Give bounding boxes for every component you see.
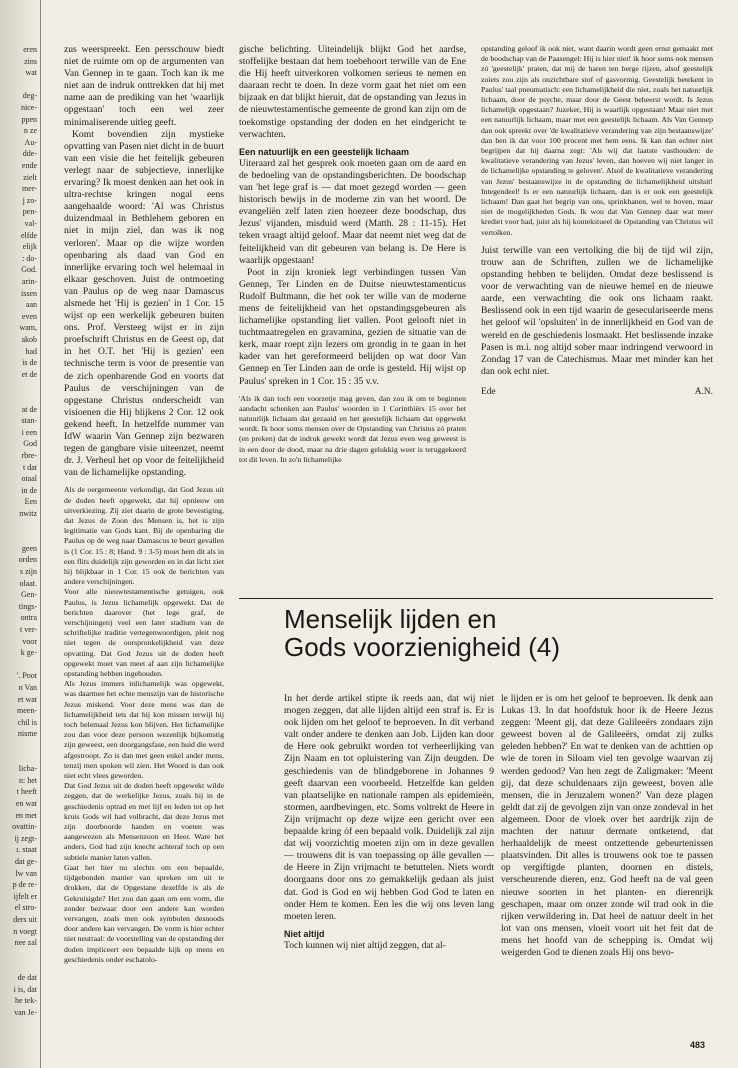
gutter-text-fragment: had [25, 346, 37, 356]
article-headline [284, 605, 714, 661]
gutter-text-fragment: God. [21, 265, 37, 275]
gutter-text-fragment: ı. staat [16, 845, 37, 855]
subheading: Een natuurlijk en een geestelijk lichaam [239, 146, 410, 157]
article2-paragraph: Toch kunnen wij niet altijd zeggen, dat al- [284, 939, 446, 951]
gutter-text-fragment: ij zegt- [14, 833, 37, 843]
gutter-text-fragment: k ge- [20, 648, 37, 658]
article2-paragraph: In het derde artikel stipte ik reeds aan, dat wij niet mogen zeggen, dat alle lijden altijd een straf is. Er is ook lijden om het geloof te beproeven. In dit verband valt onder andere te denken aan Job. Lijden kan door de Here ook gebruikt worden tot verheerlijking van Zijn Naam en tot opluistering van Zijn deugden. De geschiedenis van de blindgeborene in Johannes 9 geeft daarvan een voorbeeld. Hetzelfde kan gelden van plaatselijke en nationale rampen als epidemieën, stormen, aardbevingen, etc. Soms voltrekt de Heere in Zijn vrijmacht op deze wijze een gericht over een bepaalde kring óf een bepaald volk. Duidelijk zal zijn dat wij voorzichtig moeten zijn om in deze gevallen — trouwens dit is van toepassing op álle gevallen — de Heere in Zijn vrijmacht te betuttelen. Niets wordt doorgaans door ons zo gemakkelijk gedaan als juist dat. God is God en wij hebben God God te laten en onder Hem te komen. Een les die wij ons leven lang moeten leren. [284, 693, 494, 922]
previous-page-edge [0, 0, 41, 1068]
gutter-text-fragment: i een [21, 427, 37, 437]
signature-initials: A.N. [694, 386, 713, 397]
gutter-text-fragment: j zo- [22, 195, 37, 205]
gutter-text-fragment: is de [22, 358, 37, 368]
gutter-text-fragment: issen [21, 288, 37, 298]
article2-column-left [284, 693, 494, 1033]
gutter-text-fragment: nwitz [19, 509, 37, 518]
gutter-text-fragment: Gen- [21, 590, 37, 600]
gutter-text-fragment: meen- [17, 706, 37, 716]
gutter-text-fragment: elijk [22, 242, 37, 252]
col2-paragraph: gische belichting. Uiteindelijk blijkt God het aardse, stoffelijke bestaan dat hem toebehoort terwille van de Ene die Hij heeft uitverkoren volkomen serieus te nemen en daaraan recht te doen. In deze vorm gaat het niet om een bijzaak en dat blijkt hieruit, dat de opstanding van Jezus in de nieuwtestamentische gemeente de grond kan zijn om de toekomstige opstanding der doden en het eindgericht te verwachten. [239, 44, 466, 140]
gutter-text-fragment: at de [21, 404, 37, 414]
gutter-text-fragment: licha- [18, 764, 37, 774]
gutter-text-fragment: akob [21, 335, 37, 344]
signature-line [481, 386, 713, 398]
col1-quote: Voor alle nieuwtestamentische getuigen, ook Paulus, is Jezus lichamelijk opgewekt. Dat de berichten daarover (het lege graf, de verschijningen) veel een later stadium van de schriftelijke traditie vertegenwoordigen, pleit nog niet tegen de oorspronkelijkheid van deze opvatting. Dat God Jezus uit de doden heeft opgewekt moet van meet af aan zijn lichamelijke opstanding hebben ingehouden. [64, 587, 224, 679]
col1-quote: Gaat het hier nu slechts om een bepaalde, tijdgebonden manier van spreken om uit te drukken, dat de Opgestane dezelfde is als de Gekruisigde? Het zou dan gaan om een vorm, die zonder bezwaar door een andere kan worden vervangen, zoals men ook symbolen desnoods door andere kan vervangen. De vorm is hier echter niet neutraal: de voorstelling van de opstanding der doden impliceert een bepaalde kijk op mens en geschiedenis onder eschatolo- [64, 862, 224, 964]
page-number: 483 [690, 1040, 706, 1050]
col2-paragraph: Uiteraard zal het gesprek ook moeten gaan om de aard en de bedoeling van de opstandingsberichten. De boodschap van 'het lege graf is — dat moet gezegd worden — geen historisch bewijs in de moderne zin van het woord. De evangeliën zelf laten zien hoezeer deze boodschap, dus Jezus' vijanden, misduid werd (Matth. 28 : 11-15). Het teken vraagt altijd geloof. Maar dat neemt niet weg dat de feitelijkheid van dit gebeuren van belang is. De Here is waarlijk opgestaan! [239, 157, 466, 266]
gutter-text-fragment: en met [15, 810, 37, 820]
gutter-text-fragment: ppen [21, 114, 37, 124]
gutter-text-fragment: n Van [18, 683, 37, 692]
gutter-text-fragment: voor [22, 636, 37, 646]
gutter-text-fragment: otaal [21, 474, 37, 484]
gutter-text-fragment: aan [25, 300, 37, 310]
gutter-text-fragment: ende [21, 161, 37, 170]
gutter-text-fragment: '. Poot [16, 671, 37, 681]
gutter-text-fragment: Au- [24, 137, 37, 147]
column-3 [481, 44, 713, 593]
gutter-text-fragment: nice- [21, 103, 37, 112]
gutter-text-fragment: deg- [22, 91, 37, 101]
gutter-text-fragment: i is, dat [13, 984, 37, 994]
gutter-text-fragment: p de re- [12, 880, 37, 890]
gutter-text-fragment: chil is [17, 717, 37, 727]
column-1 [64, 44, 224, 1044]
signature-place: Ede [481, 386, 496, 397]
col1-quote: Dat God Jezus uit de doden heeft opgewekt wilde zeggen, dat de werkelijke Jezus, zoals hij in de geschiedenis optrad en met lijf en leden tot op het kruis Gods wil had volbracht, dat deze Jezus met zijn doorboorde handen en voeten was aangewezen als Mensenzoon en Heer. Ware het anders, God had zijn knecht achteraf toch op een subtiele manier laten vallen. [64, 781, 224, 862]
column-2 [239, 44, 466, 593]
gutter-text-fragment: even [21, 311, 37, 321]
gutter-text-fragment: elfde [21, 230, 37, 240]
headline-line-1: Menselijk lijden en [284, 604, 497, 634]
gutter-text-fragment: en wat [15, 799, 37, 808]
gutter-text-fragment: van Je- [14, 1007, 37, 1017]
gutter-text-fragment: wat [25, 68, 37, 78]
gutter-text-fragment: arin- [21, 277, 37, 286]
gutter-text-fragment: n: het [19, 775, 37, 785]
gutter-text-fragment: mer- [22, 184, 37, 194]
gutter-text-fragment: God [23, 439, 37, 449]
article2-paragraph: le lijden er is om het geloof te beproeven. Ik denk aan Lukas 13. In dat hoofdstuk hoor ik de Heere Jezus zeggen: 'Meent gij, dat deze Galileeërs zondaars zijn geweest boven al de Galileeërs, omdat zij zulks geleden hebben?' En wat te denken van de achttien op wie de toren in Siloam viel ten gevolge waarvan zij werden gedood? Van hen zegt de Zaligmaker: 'Meent gij, dat deze schuldenaars zijn geweest, boven alle mensen, die in Jeruzalem wonen?' Van deze plagen geldt dat zij de gevolgen zijn van onze zondeval in het algemeen. Door de vloek over het aardrijk zijn de machten der natuur dermate ontketend, dat herhaaldelijk de meest ontzettende gebeurtenissen plaatsvinden. Dit alles is trouwens ook toe te passen op vergiftigde planten, doornen en distels, verscheurende dieren, enz. God heeft na de val geen nieuwe soorten in het planten- en dierenrijk geschapen, maar om onzer zonde wil trad ook in die rijken verwildering in. Dat heel de natuur deelt in het lot van ons mensen, vloeit voort uit het feit dat de mens het hoofd van de schepping is. Omdat wij weigerden God te dienen zoals Hij ons bevo- [501, 693, 713, 958]
gutter-text-fragment: et de [21, 369, 37, 379]
gutter-text-fragment: zins [24, 56, 37, 66]
gutter-text-fragment: he tek- [15, 996, 37, 1006]
gutter-text-fragment: n voegt [13, 926, 37, 936]
gutter-text-fragment: wam, [19, 323, 37, 333]
gutter-text-fragment: t heeft [16, 787, 37, 797]
gutter-text-fragment: tings- [18, 601, 37, 611]
gutter-text-fragment: nisme [17, 729, 37, 739]
gutter-text-fragment: orden [18, 555, 37, 565]
col1-paragraph: zus weerspreekt. Een persschouw biedt niet de ruimte om op de argumenten van Van Gennep in te gaan. Toch kan ik me niet aan de indruk onttrekken dat hij met name aan de prediking van het 'waarlijk opgestaan' toch een wel zeer minimaliserende uitleg geeft. [64, 44, 224, 128]
gutter-text-fragment: t ver- [20, 625, 37, 634]
gutter-text-fragment: t dat [23, 462, 37, 472]
gutter-text-fragment: pen- [22, 207, 37, 217]
gutter-text-fragment: olaat. [19, 578, 37, 588]
gutter-text-fragment: et wat [17, 694, 37, 704]
gutter-text-fragment: n ze [23, 126, 37, 136]
col1-quote: Als de oergemeente verkondigt, dat God Jezus uit de doden heeft opgewekt, dat hij opnieuw om uitverkiezing. Zij ziet daarin de grote bevestiging, dat Jezus de Zoon des Mensen is, het is zijn legitimatie van Gods kant. Bij de openbaring die Paulus op de weg naar Damascus te beurt gevallen is (1 Cor. 15 : 8; Hand. 9 : 3-5) moet hem dit als in een flits duidelijk zijn geworden en in dat licht ziet hij blijkbaar in 1 Cor. 15 ook de berichten van andere verschijningen. [64, 485, 224, 587]
gutter-text-fragment: rbre- [21, 451, 37, 460]
gutter-text-fragment: el stro- [14, 903, 37, 913]
headline-line-2: Gods voorzienigheid (4) [284, 632, 561, 662]
col1-quote: Als Jezus immers inlichamelijk was opgewekt, was daarmee het echte menszijn van de historische Jezus miskend. Voor deze mens was dan de lichamelijkheid iets dat hij kon missen terwijl hij toch helemaal Jezus kon blijven. Het lichamelijke zou dan voor deze persoon wezenlijk bijkomstig zijn geweest, een doorgangsfase, een huid die werd afgestroopt. Zo is dan met geen enkel ander mens, tenzij men spoken wil zien. Het Woord is dan ook niet echt vlees geworden. [64, 679, 224, 781]
gutter-text-fragment: dat ge- [15, 857, 37, 866]
col2-quote: 'Als ik dan toch een voorzetje mag geven, dan zou ik om te beginnen aandacht schenken aan Paulus' woorden in 1 Corinthiërs 15 over het natuurlijk lichaam dat gezaaid en het geestelijk lichaam dat opgewekt wordt. Ik hoor soms mensen over de Opstanding van Christus zó praten (en preken) dat de indruk gewekt wordt dat Jezus even weg geweest is in een door de dood, maar na drie dagen gelukkig weer is teruggekeerd tot dit leven. In zo'n lichamelijke [239, 393, 466, 464]
gutter-text-fragment: eren [23, 45, 37, 54]
gutter-text-fragment: geen [21, 543, 37, 553]
article2-column-right [501, 693, 713, 1033]
gutter-text-fragment: : do- [22, 253, 37, 263]
gutter-text-fragment: s zijn [19, 567, 37, 576]
gutter-text-fragment: ders uit [13, 915, 37, 924]
gutter-text-fragment: in de [21, 485, 37, 495]
gutter-text-fragment: Een [24, 497, 37, 507]
article2-subheading: Niet altijd [284, 928, 325, 939]
col3-quote: opstanding geloof ik ook niet, want daarin wordt geen ernst gemaakt met de boodschap van de Paasengel: Hij is hier niet! ik hoor soms ook mensen zó 'geestelijk' praten, dat mij de haren ten berge rijzen, alsof geestelijk zoiets zou zijn als onzichtbare stof of gasvormig. Geestelijk betekent in Paulus' taal pneumatisch: een lichamelijkheid die niet, zoals het natuurlijk lichaam, door de psyche, maar door de Geest beheerst wordt. Is Jezus lichamelijk opgestaan? Juzeker, Hij is waarlijk opgestaan! Maar niet met een natuurlijk lichaam, maar met een geestelijk lichaam. Als Van Gennep dan ook spreekt over 'de kwalitatieve verandering van zijn bestaanswijze' dan ben ik dat voor 100 procent met hem eens. Ik kan dan echter niet begrijpen dat hij daarna zegt: 'Als wij dat laatste vasthouden: de kwalitatieve verandering van Jezus' leven, dan hoeven wij niet langer in de lichamelijke opstanding te geloven'. Alsof de kwalitatieve verandering van Jezus' bestaanswijze in de opstanding de lichamelijkheid uitsluit! Integendeel! Is er een natuurlijk lichaam, dan is er ook een geestelijk lichaam! Dan gaat het begrip van ons, sprinkhanen, wel te boven, maar niet de mogelijkheden Gods. Ik wou dat Van Gennep daar wat meer krediet voor had, juist als hij kontekstueel de Opstanding van Christus wil vertolken. [481, 44, 713, 237]
gutter-text-fragment: stan- [21, 416, 37, 426]
gutter-text-fragment: ovattin- [12, 822, 37, 832]
gutter-text-fragment: val- [24, 219, 37, 228]
gutter-text-fragment: lw van [15, 868, 37, 878]
col3-paragraph: Juist terwille van een vertolking die bij de tijd wil zijn, trouw aan de Schriften, zullen we de lichamelijke opstanding hebben te belijden. Omdat deze beslissend is voor de verwachting van de nieuwe hemel en de nieuwe aarde, een verwachting die ook ons lichaam raakt. Beslissend ook in een tijd waarin de geseculariseerde mens het geloof wil 'opsluiten' in de innerlijkheid en God van de wereld en de geschiedenis losmaakt. Het beslissende inzake Pasen is m.i. nog altijd sober maar indringend verwoord in Zondag 17 van de Catechismus. Maar met minder kan het dan ook echt niet. [481, 244, 713, 377]
col2-paragraph: Poot in zijn kroniek legt verbindingen tussen Van Gennep, Ter Linden en de Duitse nieuwtestamenticus Rudolf Bultmann, die het ook ter wille van de moderne mens de feitelijkheid van het opstandingsgebeuren als lichamelijke opstanding liet vallen. Poot gelooft niet in tuchtmaatregelen en gravamina, gezien de situatie van de kerk, maar roept zijn lezers om grondig in te gaan in het kader van het gereformeerd belijden op wat door Van Gennep en Ter Linden aan de orde is gesteld. Hij wijst op Paulus' spreken in 1 Cor. 15 : 35 v.v. [239, 266, 466, 387]
gutter-text-fragment: ontra [20, 613, 37, 623]
col1-paragraph: Komt bovendien zijn mystieke opvatting van Pasen niet dicht in de buurt van een visie die het feitelijk gebeuren verlegt naar de subjectieve, innerlijke ervaring? Ik moest denken aan het ook in ultra-rechtse kringen nogal eens aangehaalde woord: 'Al was Christus duizendmaal in Bethlehem geboren en niet in mijn ziel, dan was ik nog verloren'. Maar op die wijze worden openbaring als daad van God en innerlijke ervaring toch wel helemaal in elkaar geschoven. Juist de ontmoeting van Paulus op de weg naar Damascus alsmede het 'Hij is gezien' in 1 Cor. 15 wijst op een werkelijk gebeuren buiten ons. Prof. Versteeg wijst er in zijn proefschrift Christus en de Geest op, dat in het O.T. het 'Hij is gezien' een technische term is voor de presentie van de zich openbarende God en voorts dat Paulus de verschijningen van de opgestane Christus onderscheidt van visioenen die Hij blijkens 2 Cor. 12 ook gekend heeft. In hetzelfde nummer van IdW waarin Van Gennep zijn bezwaren tegen de gangbare visie uiteenzet, neemt dr. J. Verheul het op voor de feitelijkheid van de lichamelijke opstanding. [64, 128, 224, 479]
gutter-text-fragment: nee zal [14, 938, 37, 948]
article-divider [239, 598, 713, 599]
gutter-text-fragment: de dat [17, 973, 37, 982]
gutter-text-fragment: dde- [22, 149, 37, 159]
gutter-text-fragment: zielt [23, 172, 37, 182]
gutter-text-fragment: ijfelt er [13, 891, 37, 901]
